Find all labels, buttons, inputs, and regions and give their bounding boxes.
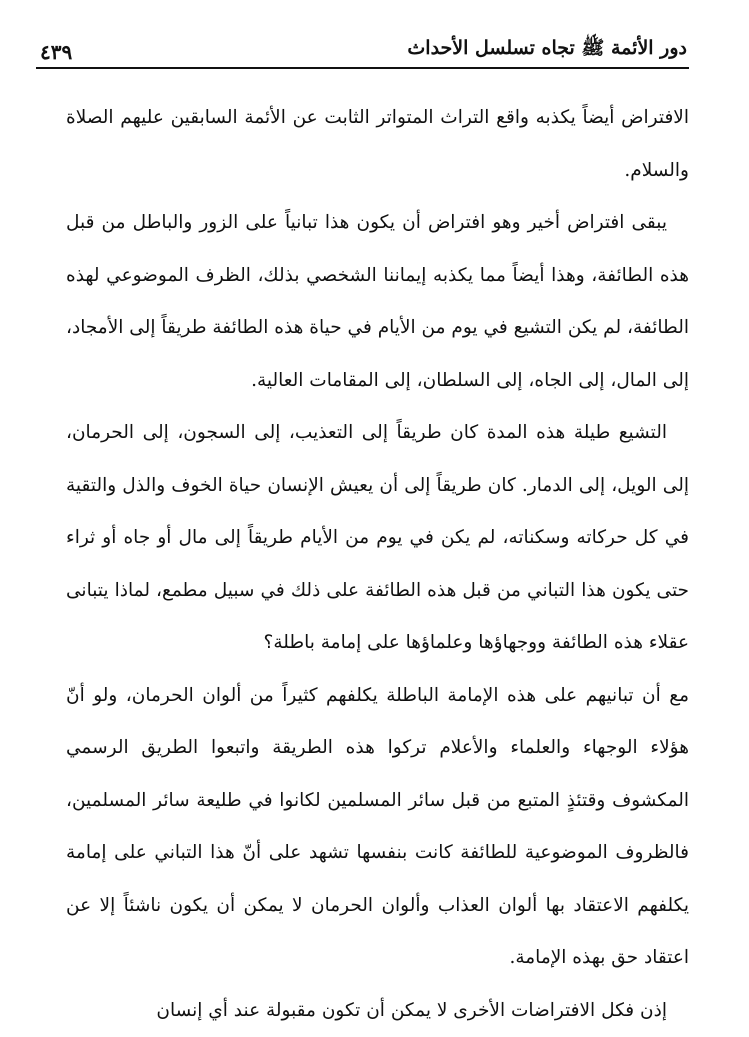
running-title: دور الأئمة ﷺ تجاه تسلسل الأحداث	[407, 36, 687, 64]
paragraph-5: إذن فكل الافتراضات الأخرى لا يمكن أن تكون مقبولة عند أي إنسان	[66, 985, 689, 1037]
header-rule	[36, 67, 689, 69]
paragraph-4: مع أن تبانيهم على هذه الإمامة الباطلة يكلفهم كثيراً من ألوان الحرمان، ولو أنّ هؤلاء الوجهاء والعلماء والأعلام تركوا هذه الطريقة واتبعوا الطريق الرسمي المكشوف وقتئذٍ المتبع من قبل سائر المسلمين لكانوا في طليعة سائر المسلمين، فالظروف الموضوعية للطائفة كانت بنفسها تشهد على أنّ هذا التباني على إمامة يكلفهم الاعتقاد بها ألوان العذاب وألوان الحرمان لا يمكن أن يكون ناشئاً إلا عن اعتقاد حق بهذه الإمامة.	[66, 670, 689, 985]
running-header	[40, 30, 687, 64]
paragraph-3: التشيع طيلة هذه المدة كان طريقاً إلى التعذيب، إلى السجون، إلى الحرمان، إلى الويل، إلى الدمار. كان طريقاً إلى أن يعيش الإنسان حياة الخوف والذل والتقية في كل حركاته وسكناته، لم يكن في يوم من الأيام طريقاً إلى مال أو جاه أو ثراء حتى يكون هذا التباني من قبل هذه الطائفة على ذلك في سبيل مطمع، لماذا يتبانى عقلاء هذه الطائفة ووجهاؤها وعلماؤها على إمامة باطلة؟	[66, 407, 689, 670]
body-text	[66, 92, 689, 1037]
page-number: ٤٣٩	[40, 40, 72, 64]
paragraph-2: يبقى افتراض أخير وهو افتراض أن يكون هذا تبانياً على الزور والباطل من قبل هذه الطائفة، وهذا أيضاً مما يكذبه إيماننا الشخصي بذلك، الظرف الموضوعي لهذه الطائفة، لم يكن التشيع في يوم من الأيام في حياة هذه الطائفة طريقاً إلى الأمجاد، إلى المال، إلى الجاه، إلى السلطان، إلى المقامات العالية.	[66, 197, 689, 407]
paragraph-1: الافتراض أيضاً يكذبه واقع التراث المتواتر الثابت عن الأئمة السابقين عليهم الصلاة والسلام.	[66, 92, 689, 197]
